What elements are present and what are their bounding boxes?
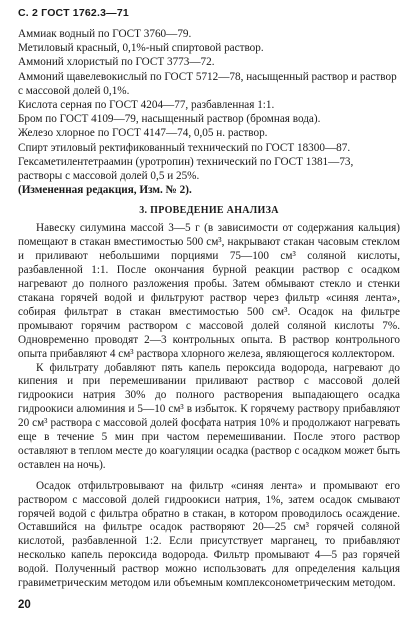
reagent-item: Гексаметилентетраамин (уротропин) технический по ГОСТ 1381—73, растворы с массовой долей 0,5 и 25%. [18,155,354,183]
reagent-item: Железо хлорное по ГОСТ 4147—74, 0,05 н. раствор. [18,127,268,140]
paragraph: Навеску силумина массой 3—5 г (в зависимости от содержания кальция) помещают в стакан вместимостью 500 см³, накрывают стакан часовым стеклом и приливают небольшими порциями 75—100 см³ соляной кислоты, разбавленной 1:1. После окончания бурной реакции раствор с осадком нагревают до полного разложения пробы. Затем обмывают стекло и стенки стакана горячей водой и фильтруют раствор через фильтр «синяя лента», собирая фильтрат в стакан вместимостью 500 см³. Осадок на фильтре промывают горячим раствором с массовой долей соляной кислоты 7%. Одновременно проводят 2—3 контрольных опыта. В раствор контрольного опыта прибавляют 4 см³ раствора хлорного железа, являющегося коллектором. [18,222,400,360]
page-number: 20 [18,599,31,611]
page-body [18,27,400,591]
paragraph: К фильтрату добавляют пять капель пероксида водорода, нагревают до кипения и при перемешивании приливают раствор с массовой долей гидроокиси натрия 30% до полного растворения выпадающего осадка гидроокиси алюминия и 5—10 см³ в избыток. К горячему раствору прибавляют 20 см³ раствора с массовой долей фосфата натрия 10% и продолжают нагревать еще в течение 5 мин при частом перемешивании. После этого раствор оставляют в теплом месте до коагуляции осадка (раствор с осадком может быть оставлен на ночь). [18,361,400,471]
reagent-item: Аммоний щавелевокислый по ГОСТ 5712—78, насыщенный раствор и раствор с массовой долей 0,1%. [18,70,397,97]
page-header: С. 2 ГОСТ 1762.3—71 [18,7,129,19]
section-title: 3. ПРОВЕДЕНИЕ АНАЛИЗА [139,205,279,217]
reagent-item: Бром по ГОСТ 4109—79, насыщенный раствор (бромная вода). [18,113,321,126]
reagent-item: Аммоний хлористый по ГОСТ 3773—72. [18,56,215,69]
reagent-item: Кислота серная по ГОСТ 4204—77, разбавленная 1:1. [18,99,275,112]
reagent-item: Спирт этиловый ректификованный технический по ГОСТ 18300—87. [18,141,351,154]
reagent-item: Аммиак водный по ГОСТ 3760—79. [18,28,192,40]
paragraph: Осадок отфильтровывают на фильтр «синяя лента» и промывают его раствором с массовой долей гидроокиси натрия, 1%, затем осадок смывают горячей водой с фильтра обратно в стакан, в котором проводилось осаждение. Оставшийся на фильтре осадок растворяют 20—25 см³ горячей соляной кислотой, разбавленной 1:2. Если присутствует марганец, то прибавляют несколько капель пероксида водорода. Фильтр промывают 4—5 раз горячей водой. Полученный раствор можно использовать для определения кальция гравиметрическим методом или объемным комплексонометрическим методом. [18,479,400,590]
amendment-note: (Измененная редакция, Изм. № 2). [18,184,192,197]
reagent-item: Метиловый красный, 0,1%-ный спиртовой раствор. [18,42,264,55]
reagent-list [18,27,400,183]
